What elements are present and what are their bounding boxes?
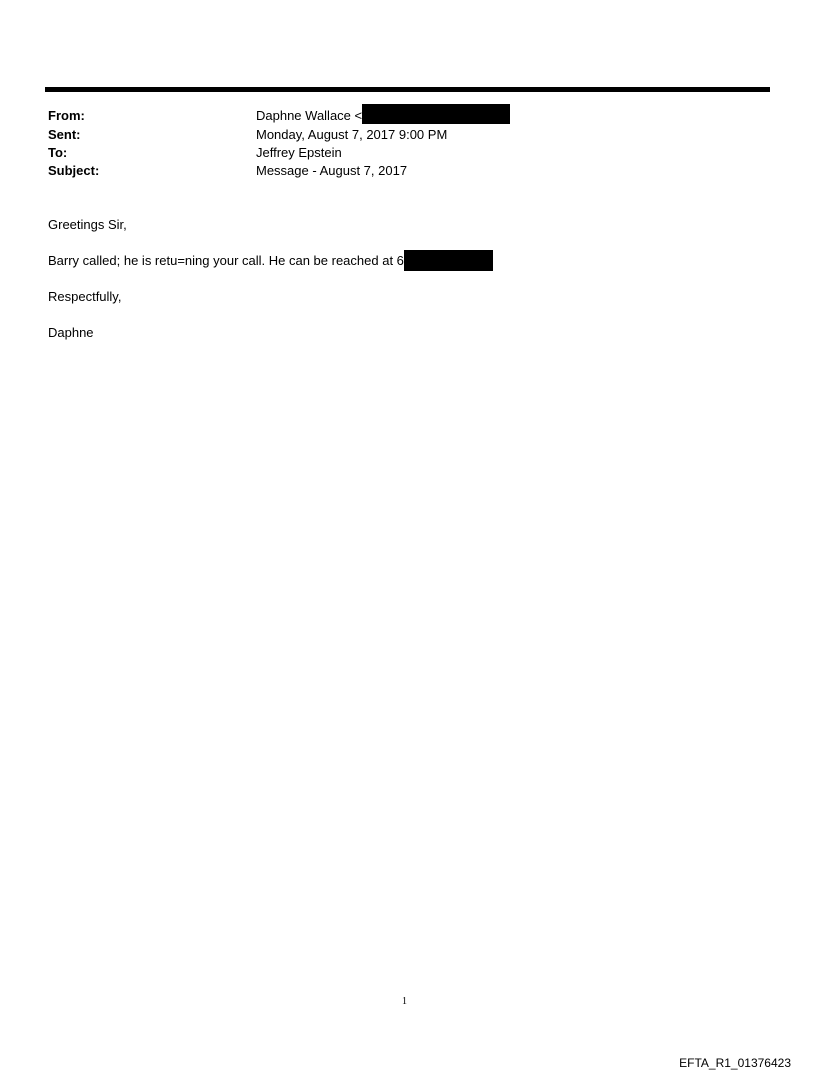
message-line (48, 253, 493, 271)
from-label: From: (48, 108, 85, 123)
subject-label: Subject: (48, 163, 100, 178)
to-value: Jeffrey Epstein (256, 145, 342, 160)
from-name: Daphne Wallace < (256, 108, 363, 123)
closing-line: Respectfully, (48, 289, 122, 304)
redaction-box (404, 250, 493, 271)
page-number: 1 (402, 996, 407, 1007)
signature-line: Daphne (48, 325, 94, 340)
greeting-line: Greetings Sir, (48, 217, 127, 232)
to-label: To: (48, 145, 68, 160)
sent-label: Sent: (48, 127, 81, 142)
from-value (256, 108, 510, 124)
header-divider-rule (45, 87, 770, 92)
message-text: Barry called; he is retu=ning your call. He can be reached at 6 (48, 253, 404, 268)
sent-value: Monday, August 7, 2017 9:00 PM (256, 127, 448, 142)
redaction-box (362, 104, 510, 124)
subject-value: Message - August 7, 2017 (256, 163, 408, 178)
bates-number: EFTA_R1_01376423 (679, 1056, 791, 1070)
